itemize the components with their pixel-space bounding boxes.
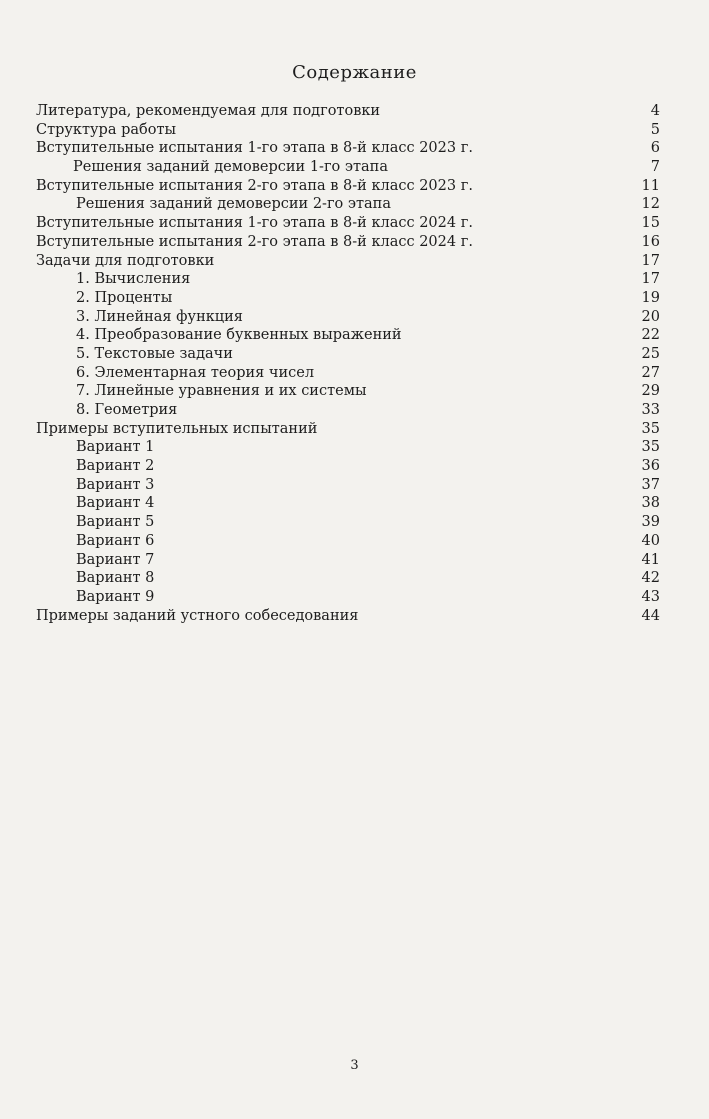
- page-number: 3: [350, 1058, 359, 1073]
- toc-entry-page: 20: [641, 308, 660, 325]
- toc-entry-page: 15: [641, 215, 660, 232]
- table-of-contents: [36, 102, 660, 625]
- toc-subentry[interactable]: [36, 382, 660, 401]
- toc-subentry[interactable]: [36, 326, 660, 345]
- toc-entry-page: 41: [641, 551, 660, 568]
- toc-subentry[interactable]: [36, 195, 660, 214]
- toc-entry-page: 35: [641, 439, 660, 456]
- toc-entry-page: 39: [641, 514, 660, 531]
- toc-subentry[interactable]: [36, 438, 660, 457]
- toc-subentry[interactable]: [36, 532, 660, 551]
- toc-entry[interactable]: [36, 214, 660, 233]
- toc-entry-label: 6. Элементарная теория чисел: [76, 364, 315, 381]
- toc-entry-page: 4: [650, 103, 660, 119]
- toc-subentry[interactable]: [36, 513, 660, 532]
- toc-entry-label: Решения заданий демоверсии 2-го этапа: [76, 196, 391, 213]
- toc-entry-label: Вариант 8: [76, 570, 155, 587]
- toc-subentry[interactable]: [36, 551, 660, 570]
- toc-entry-label: 8. Геометрия: [76, 402, 178, 418]
- toc-entry-label: Вариант 9: [76, 588, 155, 605]
- toc-subentry[interactable]: [36, 588, 660, 607]
- toc-entry-label: Задачи для подготовки: [36, 252, 215, 269]
- toc-entry-page: 44: [641, 607, 660, 624]
- toc-subentry[interactable]: [36, 308, 660, 327]
- toc-subentry[interactable]: [36, 270, 660, 289]
- toc-entry-label: Вариант 5: [76, 514, 155, 531]
- toc-entry[interactable]: [36, 252, 660, 271]
- toc-entry-page: 6: [650, 140, 660, 157]
- toc-entry-label: Решения заданий демоверсии 1-го этапа: [73, 159, 388, 176]
- toc-entry-label: Примеры заданий устного собеседования: [36, 607, 359, 624]
- toc-entry-label: Вариант 1: [76, 439, 155, 456]
- toc-subentry[interactable]: [36, 364, 660, 383]
- toc-subentry[interactable]: [36, 569, 660, 588]
- toc-entry-page: 19: [641, 289, 660, 306]
- toc-entry-label: Структура работы: [36, 121, 177, 138]
- toc-entry-page: 22: [641, 327, 660, 344]
- toc-entry[interactable]: [36, 177, 660, 196]
- toc-entry-page: 25: [641, 345, 660, 362]
- toc-entry-label: 1. Вычисления: [76, 271, 191, 288]
- toc-entry-label: Литература, рекомендуемая для подготовки: [36, 103, 381, 119]
- toc-entry-page: 36: [641, 458, 660, 475]
- toc-entry-label: 2. Проценты: [76, 289, 173, 306]
- toc-entry-label: Вариант 6: [76, 532, 155, 549]
- toc-entry-label: Вступительные испытания 2-го этапа в 8-й класс 2023 г.: [36, 177, 473, 194]
- toc-entry-label: 3. Линейная функция: [76, 308, 243, 325]
- toc-entry[interactable]: [36, 420, 660, 439]
- toc-entry-label: Вступительные испытания 1-го этапа в 8-й класс 2023 г.: [36, 140, 473, 157]
- toc-entry-page: 29: [641, 383, 660, 400]
- toc-entry-label: Вариант 2: [76, 458, 155, 475]
- toc-entry-page: 38: [641, 495, 660, 512]
- toc-entry-label: Вступительные испытания 1-го этапа в 8-й класс 2024 г.: [36, 215, 473, 232]
- toc-entry[interactable]: [36, 102, 660, 121]
- toc-subentry[interactable]: [36, 158, 660, 177]
- toc-entry-page: 27: [641, 364, 660, 381]
- toc-subentry[interactable]: [36, 457, 660, 476]
- toc-entry-label: Примеры вступительных испытаний: [36, 420, 318, 437]
- toc-entry-page: 42: [641, 570, 660, 587]
- toc-entry-label: 5. Текстовые задачи: [76, 345, 233, 362]
- toc-entry-page: 11: [641, 177, 660, 194]
- toc-entry-page: 17: [641, 252, 660, 269]
- toc-subentry[interactable]: [36, 494, 660, 513]
- toc-entry-label: Вариант 7: [76, 551, 155, 568]
- toc-subentry[interactable]: [36, 289, 660, 308]
- toc-entry-label: 7. Линейные уравнения и их системы: [76, 383, 367, 400]
- toc-entry-page: 43: [641, 588, 660, 605]
- toc-entry-page: 40: [641, 532, 660, 549]
- toc-entry[interactable]: [36, 233, 660, 252]
- toc-entry-page: 33: [641, 402, 660, 418]
- toc-entry[interactable]: [36, 121, 660, 140]
- toc-entry-label: 4. Преобразование буквенных выражений: [76, 327, 402, 344]
- toc-entry-page: 37: [641, 476, 660, 493]
- toc-entry-page: 16: [641, 233, 660, 250]
- toc-entry-page: 7: [650, 159, 660, 176]
- toc-entry-label: Вариант 4: [76, 495, 155, 512]
- toc-entry-page: 17: [641, 271, 660, 288]
- toc-entry-page: 12: [641, 196, 660, 213]
- toc-entry-page: 35: [641, 420, 660, 437]
- toc-subentry[interactable]: [36, 345, 660, 364]
- page-title: Содержание: [292, 62, 417, 83]
- toc-subentry[interactable]: [36, 476, 660, 495]
- toc-entry-label: Вступительные испытания 2-го этапа в 8-й класс 2024 г.: [36, 233, 473, 250]
- toc-subentry[interactable]: [36, 401, 660, 420]
- toc-entry-page: 5: [650, 121, 660, 138]
- toc-entry[interactable]: [36, 607, 660, 626]
- toc-entry-label: Вариант 3: [76, 476, 155, 493]
- toc-entry[interactable]: [36, 139, 660, 158]
